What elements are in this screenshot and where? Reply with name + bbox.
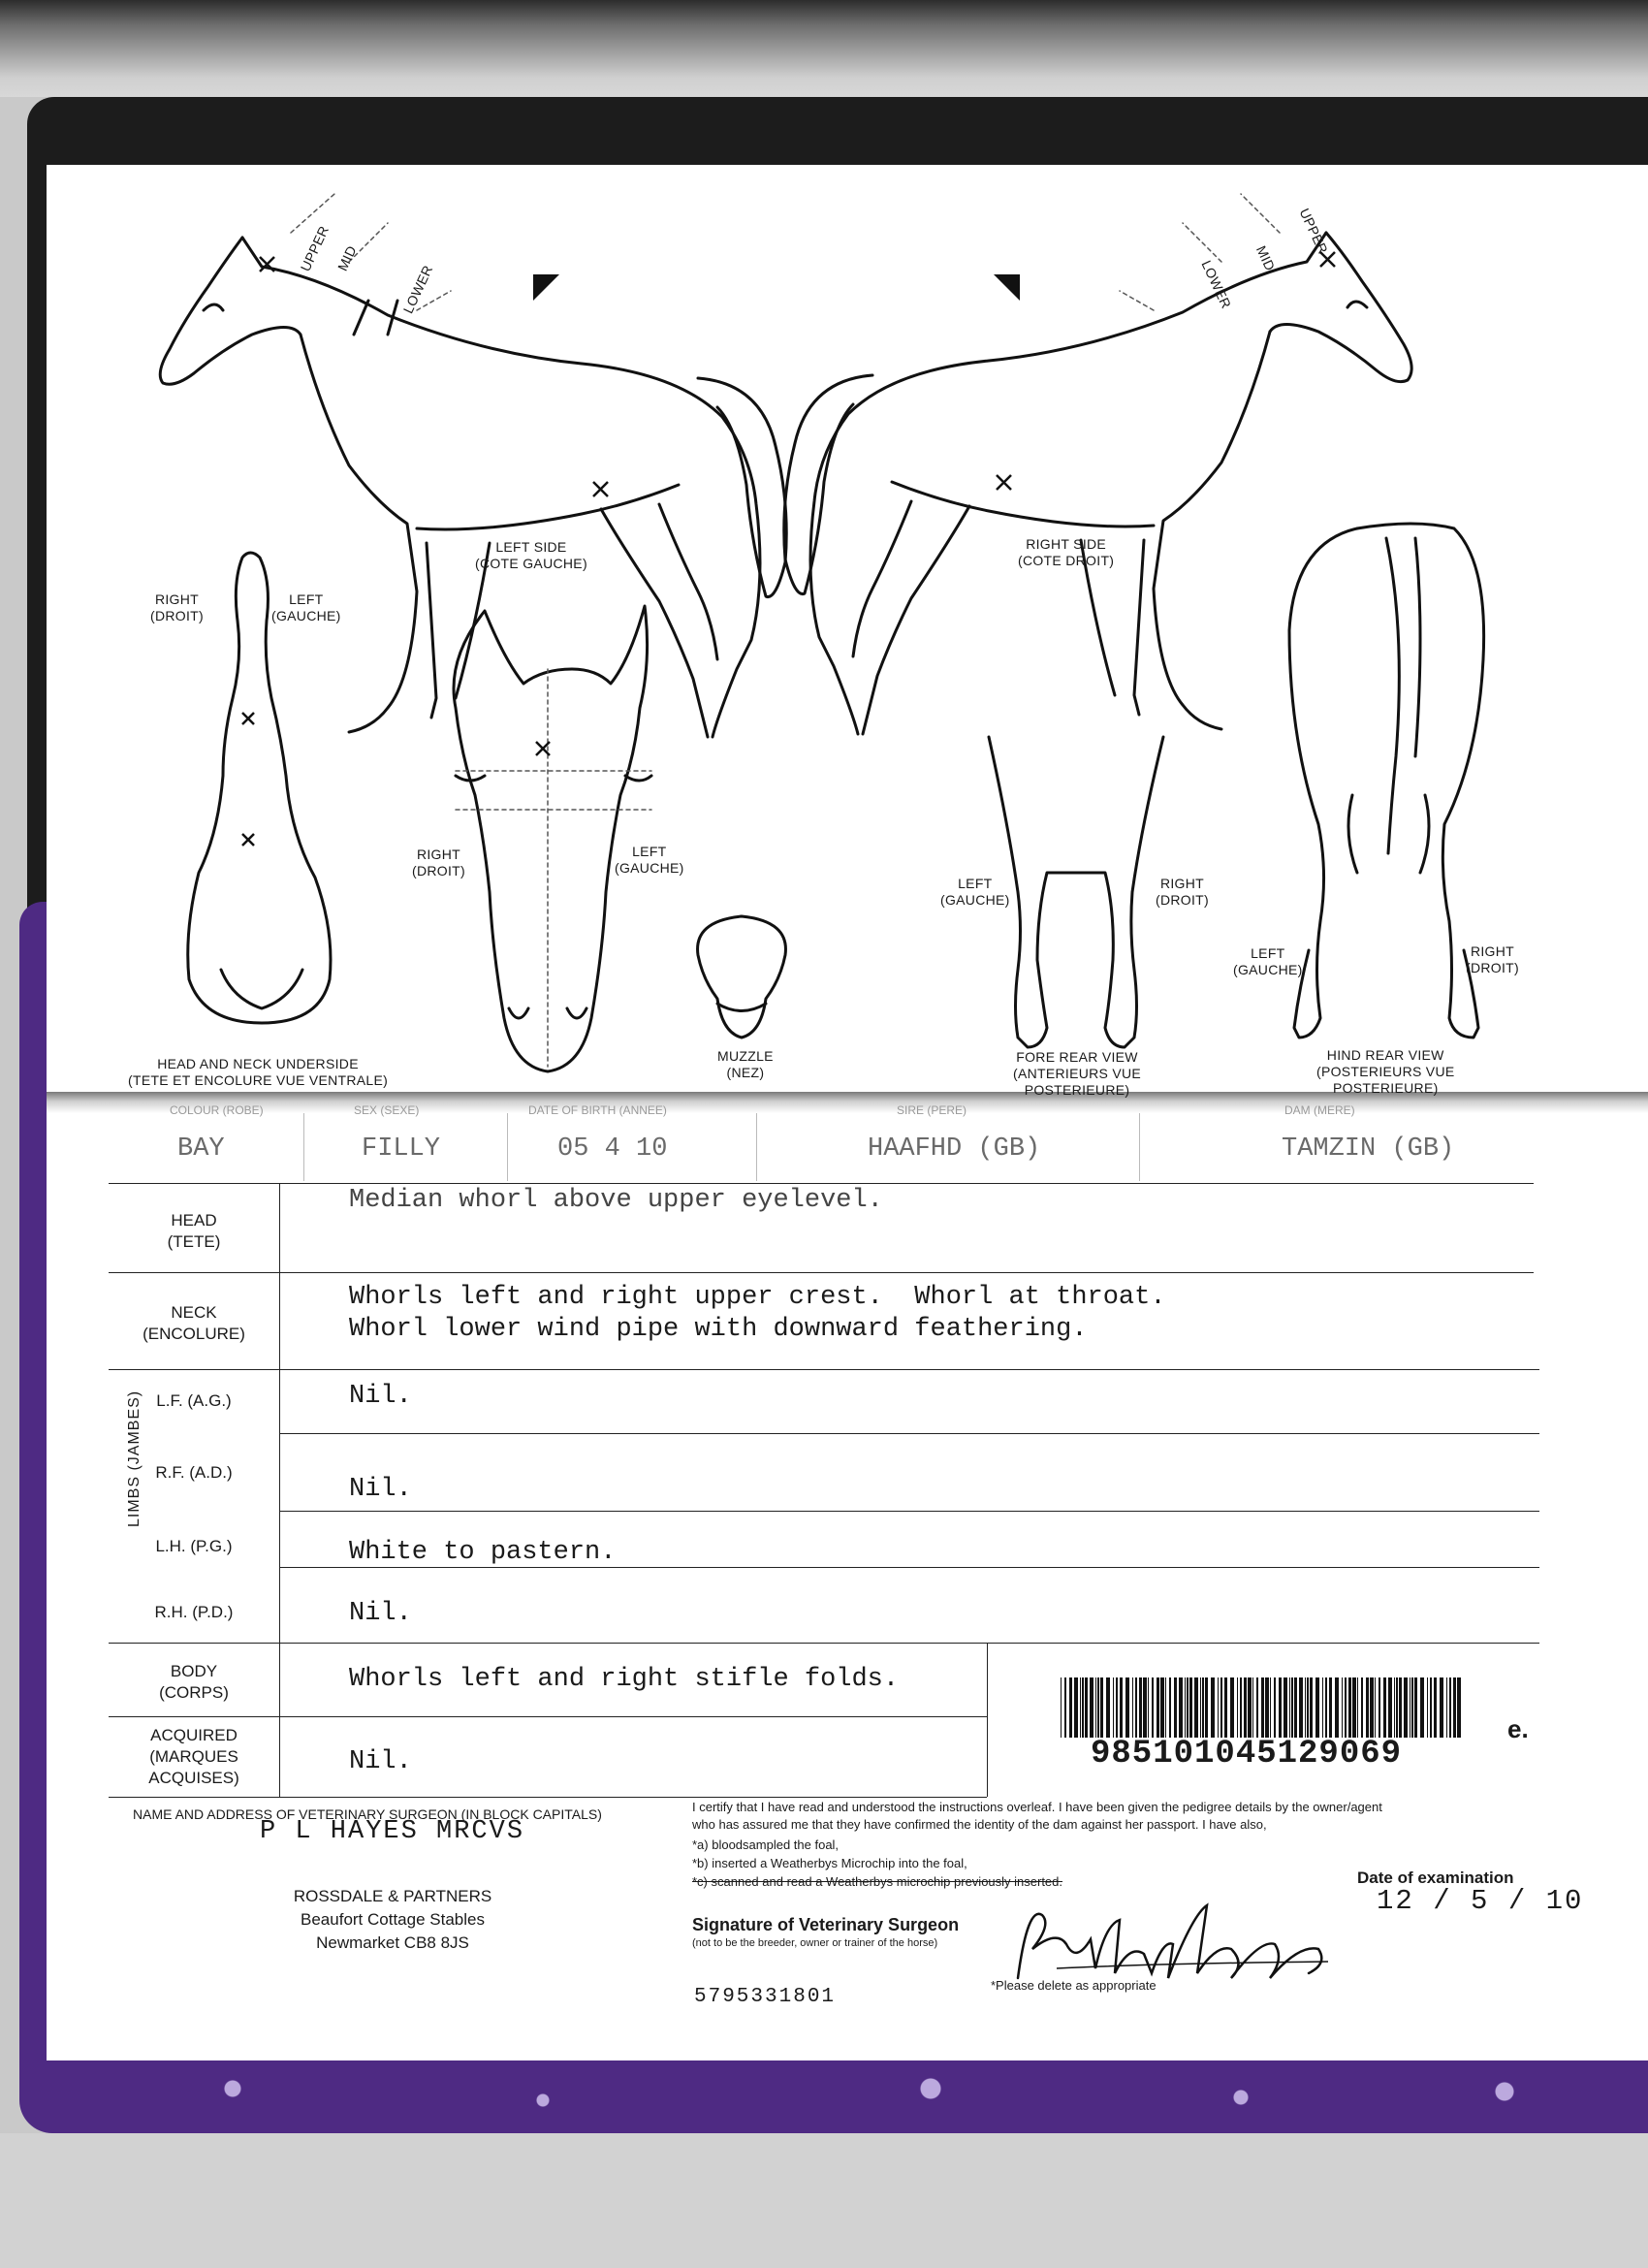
barcode-bar bbox=[1100, 1677, 1103, 1738]
rf-row-value: Nil. bbox=[349, 1475, 412, 1504]
fore-rear-view-drawing bbox=[989, 737, 1163, 1047]
barcode-bar bbox=[1132, 1677, 1133, 1738]
barcode-bar bbox=[1179, 1677, 1183, 1738]
barcode-bar bbox=[1120, 1677, 1123, 1738]
barcode-bar bbox=[1218, 1677, 1219, 1738]
barcode-bar bbox=[1152, 1677, 1154, 1738]
header-divider bbox=[756, 1113, 757, 1181]
barcode-bar bbox=[1342, 1677, 1343, 1738]
barcode-bar bbox=[1085, 1677, 1088, 1738]
page-corner-mark bbox=[533, 274, 559, 301]
barcode-bar bbox=[1430, 1677, 1432, 1738]
barcode-bar bbox=[1396, 1677, 1398, 1738]
barcode-bar bbox=[1383, 1677, 1386, 1738]
barcode-bar bbox=[1080, 1677, 1081, 1738]
barcode-bar bbox=[1261, 1677, 1264, 1738]
barcode-bar bbox=[1325, 1677, 1327, 1738]
table-rule bbox=[279, 1511, 1539, 1512]
barcode-bar bbox=[1440, 1677, 1443, 1738]
microchip-number: 985101045129069 bbox=[1091, 1736, 1403, 1773]
barcode-bar bbox=[1279, 1677, 1282, 1738]
dob-value: 05 4 10 bbox=[557, 1134, 668, 1164]
barcode-bar bbox=[1394, 1677, 1395, 1738]
name-address-label: NAME AND ADDRESS OF VETERINARY SURGEON (IN BLOCK CAPITALS) bbox=[133, 1806, 602, 1822]
barcode-bar bbox=[1160, 1677, 1164, 1738]
dob-header: DATE OF BIRTH (ANNEE) bbox=[528, 1103, 667, 1117]
hind-rear-view-label: HIND REAR VIEW (POSTERIEURS VUE POSTERIEURE) bbox=[1316, 1047, 1455, 1096]
barcode-bar bbox=[1315, 1677, 1319, 1738]
hind-rear-view-drawing bbox=[1289, 524, 1484, 1038]
neck-right-label: RIGHT (DROIT) bbox=[150, 591, 204, 623]
barcode-bar bbox=[1116, 1677, 1118, 1738]
microchip-barcode bbox=[1059, 1677, 1462, 1740]
head-neck-underside-label: HEAD AND NECK UNDERSIDE (TETE ET ENCOLURE VUE VENTRALE) bbox=[128, 1056, 389, 1088]
table-rule bbox=[109, 1183, 1534, 1184]
signature-title: Signature of Veterinary Surgeon bbox=[692, 1915, 960, 1934]
neck-row-value: Whorls left and right upper crest. Whorl at throat. Whorl lower wind pipe with downward feathering. bbox=[349, 1283, 1166, 1344]
head-row-label: HEAD (TETE) bbox=[167, 1211, 221, 1251]
barcode-bar bbox=[1064, 1677, 1066, 1738]
barcode-bar bbox=[1335, 1677, 1339, 1738]
barcode-bar bbox=[1165, 1677, 1166, 1738]
barcode-bar bbox=[1125, 1677, 1129, 1738]
vet-name: P L HAYES MRCVS bbox=[260, 1817, 525, 1846]
header-divider bbox=[303, 1113, 304, 1181]
left-side-label: LEFT SIDE (COTE GAUCHE) bbox=[475, 539, 587, 571]
lf-row-value: Nil. bbox=[349, 1382, 412, 1411]
cover-pattern bbox=[78, 2065, 1629, 2124]
barcode-bar bbox=[1097, 1677, 1099, 1738]
table-rule bbox=[109, 1716, 987, 1717]
barcode-bar bbox=[1074, 1677, 1078, 1738]
barcode-bar bbox=[1224, 1677, 1227, 1738]
fore-rear-view-label: FORE REAR VIEW (ANTERIEURS VUE POSTERIEURE) bbox=[1013, 1049, 1142, 1098]
barcode-bar bbox=[1230, 1677, 1234, 1738]
signature-note: (not to be the breeder, owner or trainer of the horse) bbox=[692, 1937, 938, 1949]
head-right-label: RIGHT (DROIT) bbox=[412, 847, 465, 878]
upper-label: UPPER bbox=[1296, 206, 1332, 257]
barcode-bar bbox=[1148, 1677, 1149, 1738]
barcode-bar bbox=[1187, 1677, 1188, 1738]
table-rule bbox=[279, 1433, 1539, 1434]
barcode-bar bbox=[1252, 1677, 1253, 1738]
barcode-bar bbox=[1200, 1677, 1201, 1738]
rf-row-label: R.F. (A.D.) bbox=[155, 1463, 233, 1482]
barcode-bar bbox=[1169, 1677, 1171, 1738]
barcode-bar bbox=[1414, 1677, 1417, 1738]
barcode-bar bbox=[1139, 1677, 1142, 1738]
table-rule bbox=[109, 1272, 1534, 1273]
barcode-bar bbox=[1404, 1677, 1408, 1738]
head-row-value: Median whorl above upper eyelevel. bbox=[349, 1186, 883, 1215]
barcode-bar bbox=[1399, 1677, 1402, 1738]
barcode-bar bbox=[1211, 1677, 1215, 1738]
lf-row-label: L.F. (A.G.) bbox=[156, 1391, 232, 1410]
lh-row-value: White to pastern. bbox=[349, 1538, 617, 1567]
barcode-bar bbox=[1095, 1677, 1096, 1738]
option-b: *b) inserted a Weatherbys Microchip into the foal, bbox=[692, 1856, 967, 1870]
barcode-bar bbox=[1174, 1677, 1177, 1738]
acquired-row-value: Nil. bbox=[349, 1747, 412, 1776]
barcode-bar bbox=[1449, 1677, 1451, 1738]
barcode-bar bbox=[1291, 1677, 1293, 1738]
barcode-bar bbox=[1289, 1677, 1290, 1738]
limbs-group-label: LIMBS (JAMBES) bbox=[126, 1390, 143, 1527]
address-line: Newmarket CB8 8JS bbox=[316, 1933, 469, 1952]
barcode-bar bbox=[1185, 1677, 1186, 1738]
barcode-bar bbox=[1294, 1677, 1297, 1738]
delete-note: *Please delete as appropriate bbox=[991, 1978, 1157, 1993]
certification-text: I certify that I have read and understood the instructions overleaf. I have been given the pedigree details by the owner/agent who has assured me that they have confirmed the identity of the dam against her passport. I have also, bbox=[692, 1800, 1382, 1832]
sire-value: HAAFHD (GB) bbox=[868, 1134, 1041, 1164]
barcode-bar bbox=[1189, 1677, 1192, 1738]
address-line: ROSSDALE & PARTNERS bbox=[293, 1887, 492, 1905]
barcode-bar bbox=[1366, 1677, 1369, 1738]
header-divider bbox=[1139, 1113, 1140, 1181]
colour-header: COLOUR (ROBE) bbox=[170, 1103, 264, 1117]
hind-left-label: LEFT (GAUCHE) bbox=[1233, 945, 1303, 977]
sire-header: SIRE (PERE) bbox=[897, 1103, 967, 1117]
barcode-bar bbox=[1375, 1677, 1376, 1738]
barcode-bar bbox=[1202, 1677, 1204, 1738]
barcode-bar bbox=[1157, 1677, 1159, 1738]
barcode-bar bbox=[1240, 1677, 1242, 1738]
hind-right-label: RIGHT (DROIT) bbox=[1466, 943, 1519, 975]
rh-row-label: R.H. (P.D.) bbox=[154, 1603, 234, 1621]
barcode-bar bbox=[1284, 1677, 1287, 1738]
barcode-bar bbox=[1357, 1677, 1358, 1738]
barcode-bar bbox=[1106, 1677, 1110, 1738]
muzzle-drawing bbox=[698, 916, 786, 1038]
barcode-bar bbox=[1270, 1677, 1271, 1738]
head-front-drawing bbox=[454, 606, 651, 1071]
option-a: *a) bloodsampled the foal, bbox=[692, 1837, 840, 1852]
barcode-bar bbox=[1248, 1677, 1252, 1738]
acquired-row-label: ACQUIRED (MARQUES ACQUISES) bbox=[148, 1726, 239, 1787]
address-line: Beaufort Cottage Stables bbox=[301, 1910, 485, 1929]
right-side-horse-drawing bbox=[784, 233, 1411, 734]
page-corner-mark bbox=[994, 274, 1020, 301]
barcode-bar bbox=[1143, 1677, 1147, 1738]
barcode-bar bbox=[1113, 1677, 1114, 1738]
colour-value: BAY bbox=[177, 1134, 225, 1164]
mid-label: MID bbox=[1252, 242, 1279, 273]
option-c: *c) scanned and read a Weatherbys microchip previously inserted. bbox=[692, 1874, 1063, 1889]
muzzle-label: MUZZLE (NEZ) bbox=[717, 1048, 774, 1080]
barcode-bar bbox=[1274, 1677, 1276, 1738]
horse-diagrams bbox=[0, 0, 1648, 1105]
barcode-bar bbox=[1256, 1677, 1258, 1738]
barcode-bar bbox=[1457, 1677, 1461, 1738]
barcode-bar bbox=[1420, 1677, 1424, 1738]
table-rule bbox=[109, 1369, 1539, 1370]
sex-header: SEX (SEXE) bbox=[354, 1103, 420, 1117]
table-column-rule bbox=[987, 1643, 988, 1797]
barcode-bar bbox=[1082, 1677, 1084, 1738]
left-side-horse-drawing bbox=[160, 238, 786, 737]
barcode-bar bbox=[1299, 1677, 1303, 1738]
fore-left-label: LEFT (GAUCHE) bbox=[940, 876, 1010, 908]
header-divider bbox=[507, 1113, 508, 1181]
upper-label: UPPER bbox=[297, 223, 333, 274]
neck-row-label: NECK (ENCOLURE) bbox=[143, 1303, 245, 1343]
barcode-bar bbox=[1348, 1677, 1351, 1738]
barcode-bar bbox=[1411, 1677, 1413, 1738]
dam-header: DAM (MERE) bbox=[1284, 1103, 1355, 1117]
dam-value: TAMZIN (GB) bbox=[1282, 1134, 1455, 1164]
barcode-bar bbox=[1194, 1677, 1198, 1738]
barcode-bar bbox=[1379, 1677, 1380, 1738]
fore-right-label: RIGHT (DROIT) bbox=[1156, 876, 1209, 908]
lower-label: LOWER bbox=[399, 262, 436, 316]
table-column-rule bbox=[279, 1183, 280, 1797]
barcode-bar bbox=[1329, 1677, 1332, 1738]
barcode-bar bbox=[1361, 1677, 1363, 1738]
document-number: 5795331801 bbox=[694, 1986, 837, 2008]
sex-value: FILLY bbox=[362, 1134, 441, 1164]
barcode-bar bbox=[1244, 1677, 1247, 1738]
mid-label: MID bbox=[333, 242, 360, 273]
body-row-value: Whorls left and right stifle folds. bbox=[349, 1665, 900, 1694]
barcode-bar bbox=[1069, 1677, 1072, 1738]
barcode-bar bbox=[1205, 1677, 1208, 1738]
lh-row-label: L.H. (P.G.) bbox=[155, 1537, 233, 1555]
barcode-bar bbox=[1090, 1677, 1093, 1738]
barcode-bar bbox=[1310, 1677, 1313, 1738]
date-of-examination-label: Date of examination bbox=[1357, 1869, 1514, 1887]
barcode-bar bbox=[1446, 1677, 1447, 1738]
barcode-bar bbox=[1135, 1677, 1137, 1738]
rh-row-value: Nil. bbox=[349, 1599, 412, 1628]
barcode-bar bbox=[1220, 1677, 1222, 1738]
barcode-bar bbox=[1061, 1677, 1062, 1738]
table-rule bbox=[109, 1643, 1539, 1644]
table-rule bbox=[109, 1797, 987, 1798]
head-left-label: LEFT (GAUCHE) bbox=[615, 844, 684, 876]
lower-label: LOWER bbox=[1198, 257, 1235, 311]
barcode-bar bbox=[1307, 1677, 1309, 1738]
barcode-bar bbox=[1265, 1677, 1269, 1738]
barcode-bar bbox=[1237, 1677, 1238, 1738]
body-row-label: BODY (CORPS) bbox=[159, 1662, 229, 1702]
barcode-bar bbox=[1370, 1677, 1374, 1738]
right-side-label: RIGHT SIDE (COTE DROIT) bbox=[1018, 536, 1115, 568]
barcode-bar bbox=[1388, 1677, 1392, 1738]
scan-bottom-edge bbox=[0, 2133, 1648, 2268]
barcode-bar bbox=[1453, 1677, 1456, 1738]
date-of-examination-value: 12 / 5 / 10 bbox=[1377, 1885, 1584, 1917]
edge-mark: e. bbox=[1507, 1714, 1529, 1743]
neck-left-label: LEFT (GAUCHE) bbox=[271, 591, 341, 623]
barcode-bar bbox=[1305, 1677, 1306, 1738]
barcode-bar bbox=[1352, 1677, 1356, 1738]
barcode-bar bbox=[1322, 1677, 1323, 1738]
barcode-bar bbox=[1345, 1677, 1347, 1738]
barcode-bar bbox=[1427, 1677, 1428, 1738]
barcode-bar bbox=[1434, 1677, 1437, 1738]
